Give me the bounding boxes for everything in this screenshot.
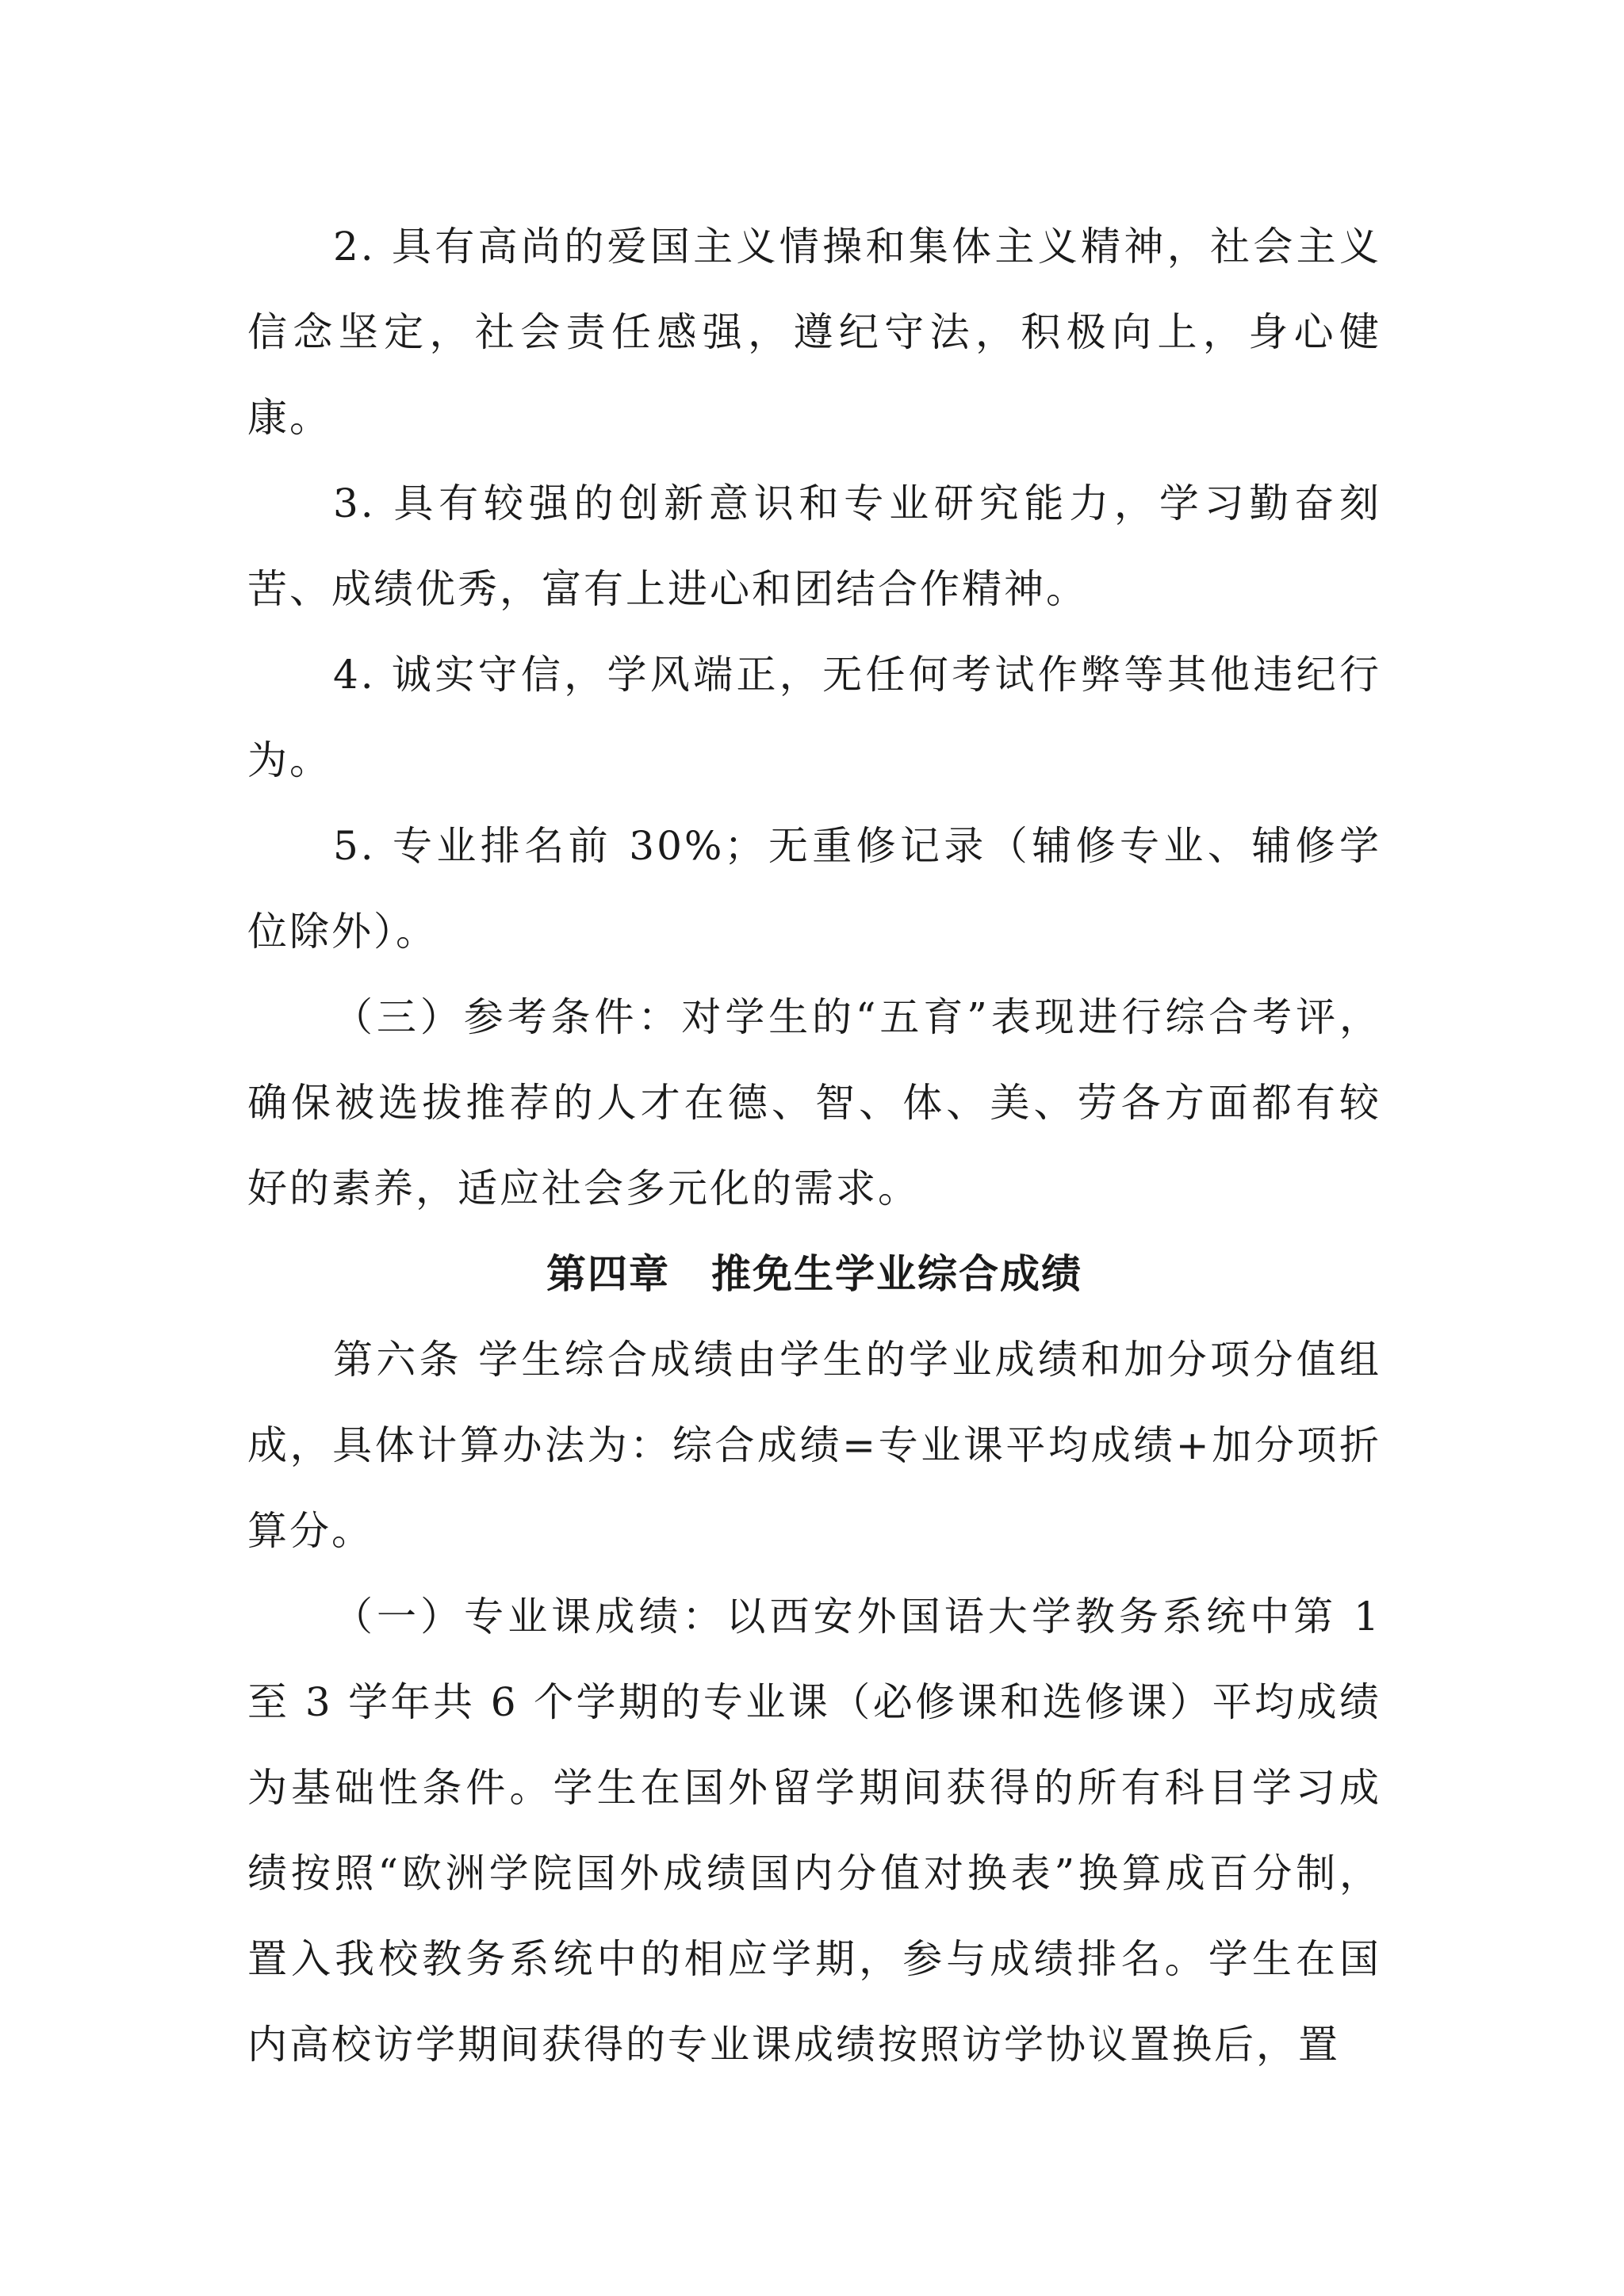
chapter-heading: 第四章 推免生学业综合成绩 (546, 1251, 1082, 1297)
paragraph-item-3: 3. 具有较强的创新意识和专业研究能力，学习勤奋刻苦、成绩优秀，富有上进心和团结合作精神。 (247, 480, 1381, 612)
paragraph-article-6: 第六条 学生综合成绩由学生的学业成绩和加分项分值组成，具体计算办法为：综合成绩=专业课平均成绩+加分项折算分。 (247, 1337, 1381, 1554)
paragraph-item-5: 5. 专业排名前 30%；无重修记录（辅修专业、辅修学位除外）。 (247, 823, 1381, 955)
paragraph-item-4: 4. 诚实守信，学风端正，无任何考试作弊等其他违纪行为。 (247, 652, 1381, 783)
body-text (247, 204, 1381, 2087)
paragraph-reference-conditions: （三）参考条件：对学生的“五育”表现进行综合考评，确保被选拔推荐的人才在德、智、体、美、劳各方面都有较好的素养，适应社会多元化的需求。 (247, 994, 1381, 1211)
paragraph-item-2: 2. 具有高尚的爱国主义情操和集体主义精神，社会主义信念坚定，社会责任感强，遵纪守法，积极向上，身心健康。 (247, 224, 1381, 441)
paragraph-professional-course-grades: （一）专业课成绩：以西安外国语大学教务系统中第 1 至 3 学年共 6 个学期的专业课（必修课和选修课）平均成绩为基础性条件。学生在国外留学期间获得的所有科目学习成绩按照“欧洲学院国外成绩国内分值对换表”换算成百分制，置入我校教务系统中的相应学期，参与成绩排名。学生在国内高校访学期间获得的专业课成绩按照访学协议置换后，置 (247, 1594, 1381, 2068)
